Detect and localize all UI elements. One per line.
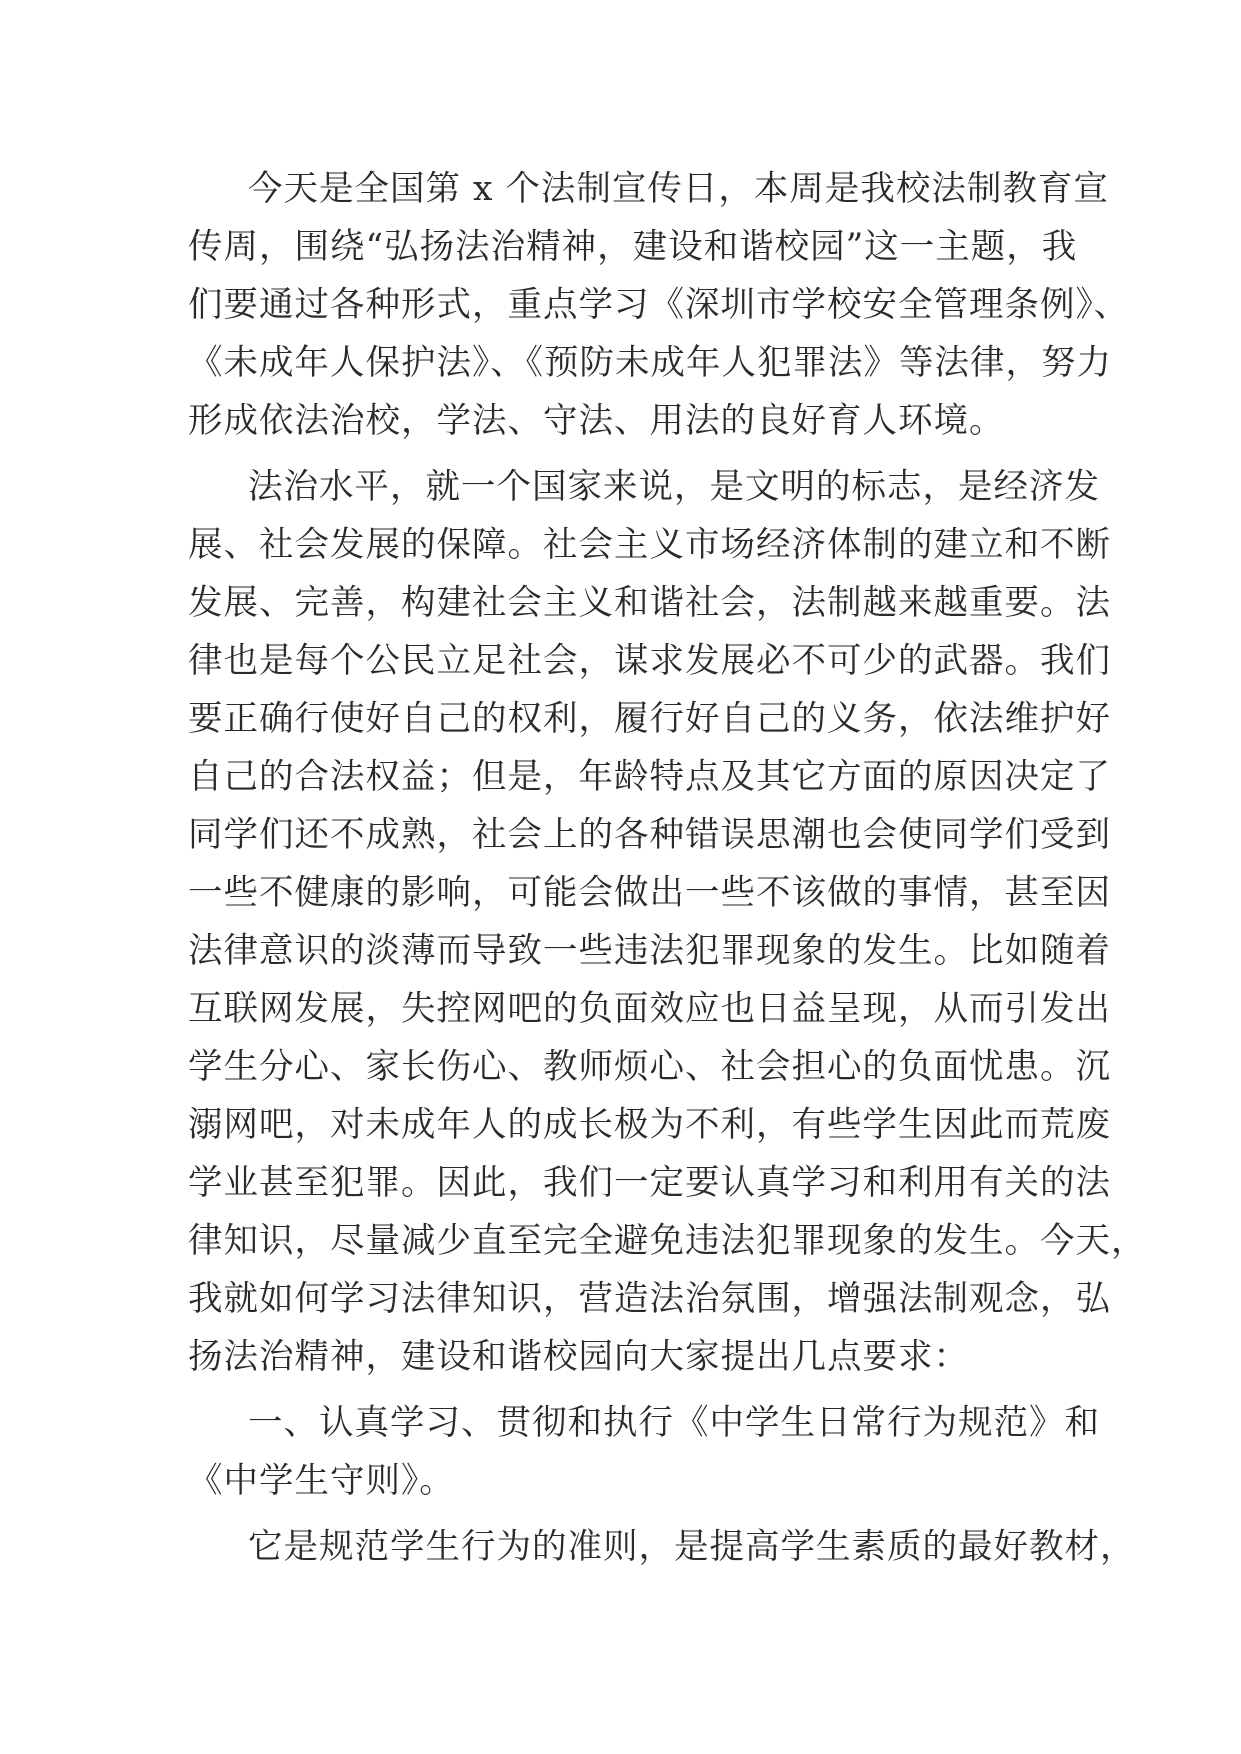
text-line: 形成依法治校，学法、守法、用法的良好育人环境。 xyxy=(188,401,1005,441)
paragraph-standards xyxy=(188,1518,1136,1576)
text-line: 发展、完善，构建社会主义和谐社会，法制越来越重要。法 xyxy=(188,583,1111,623)
text-line: 《未成年人保护法》、《预防未成年人犯罪法》等法律，努力 xyxy=(188,343,1112,383)
text-line: 《中学生守则》。 xyxy=(188,1461,455,1501)
paragraph-rule-of-law xyxy=(188,458,1147,1386)
text-line: 今天是全国第 x 个法制宣传日，本周是我校法制教育宣 xyxy=(248,169,1109,209)
text-line: 法律意识的淡薄而导致一些违法犯罪现象的发生。比如随着 xyxy=(188,931,1111,971)
text-line: 互联网发展，失控网吧的负面效应也日益呈现，从而引发出 xyxy=(188,989,1111,1029)
text-line: 学生分心、家长伤心、教师烦心、社会担心的负面忧患。沉 xyxy=(188,1047,1111,1087)
text-line: 律知识，尽量减少直至完全避免违法犯罪现象的发生。今天， xyxy=(188,1221,1147,1261)
text-line: 律也是每个公民立足社会，谋求发展必不可少的武器。我们 xyxy=(188,641,1111,681)
text-line: 自己的合法权益；但是，年龄特点及其它方面的原因决定了 xyxy=(188,757,1111,797)
text-line: 传周，围绕“弘扬法治精神，建设和谐校园”这一主题，我 xyxy=(188,227,1078,267)
text-line: 它是规范学生行为的准则，是提高学生素质的最好教材， xyxy=(248,1527,1136,1567)
text-line: 展、社会发展的保障。社会主义市场经济体制的建立和不断 xyxy=(188,525,1111,565)
text-line: 们要通过各种形式，重点学习《深圳市学校安全管理条例》、 xyxy=(188,285,1130,325)
paragraph-heading-one xyxy=(188,1394,1100,1510)
text-line: 扬法治精神，建设和谐校园向大家提出几点要求： xyxy=(188,1337,969,1377)
document-body xyxy=(188,160,1147,1576)
text-line: 我就如何学习法律知识，营造法治氛围，增强法制观念，弘 xyxy=(188,1279,1111,1319)
text-line: 溺网吧，对未成年人的成长极为不利，有些学生因此而荒废 xyxy=(188,1105,1111,1145)
text-line: 法治水平，就一个国家来说，是文明的标志，是经济发 xyxy=(248,467,1100,507)
paragraph-intro xyxy=(188,160,1130,450)
text-line: 要正确行使好自己的权利，履行好自己的义务，依法维护好 xyxy=(188,699,1111,739)
text-line: 一、认真学习、贯彻和执行《中学生日常行为规范》和 xyxy=(248,1403,1100,1443)
text-line: 一些不健康的影响，可能会做出一些不该做的事情，甚至因 xyxy=(188,873,1111,913)
text-line: 学业甚至犯罪。因此，我们一定要认真学习和利用有关的法 xyxy=(188,1163,1111,1203)
text-line: 同学们还不成熟，社会上的各种错误思潮也会使同学们受到 xyxy=(188,815,1111,855)
